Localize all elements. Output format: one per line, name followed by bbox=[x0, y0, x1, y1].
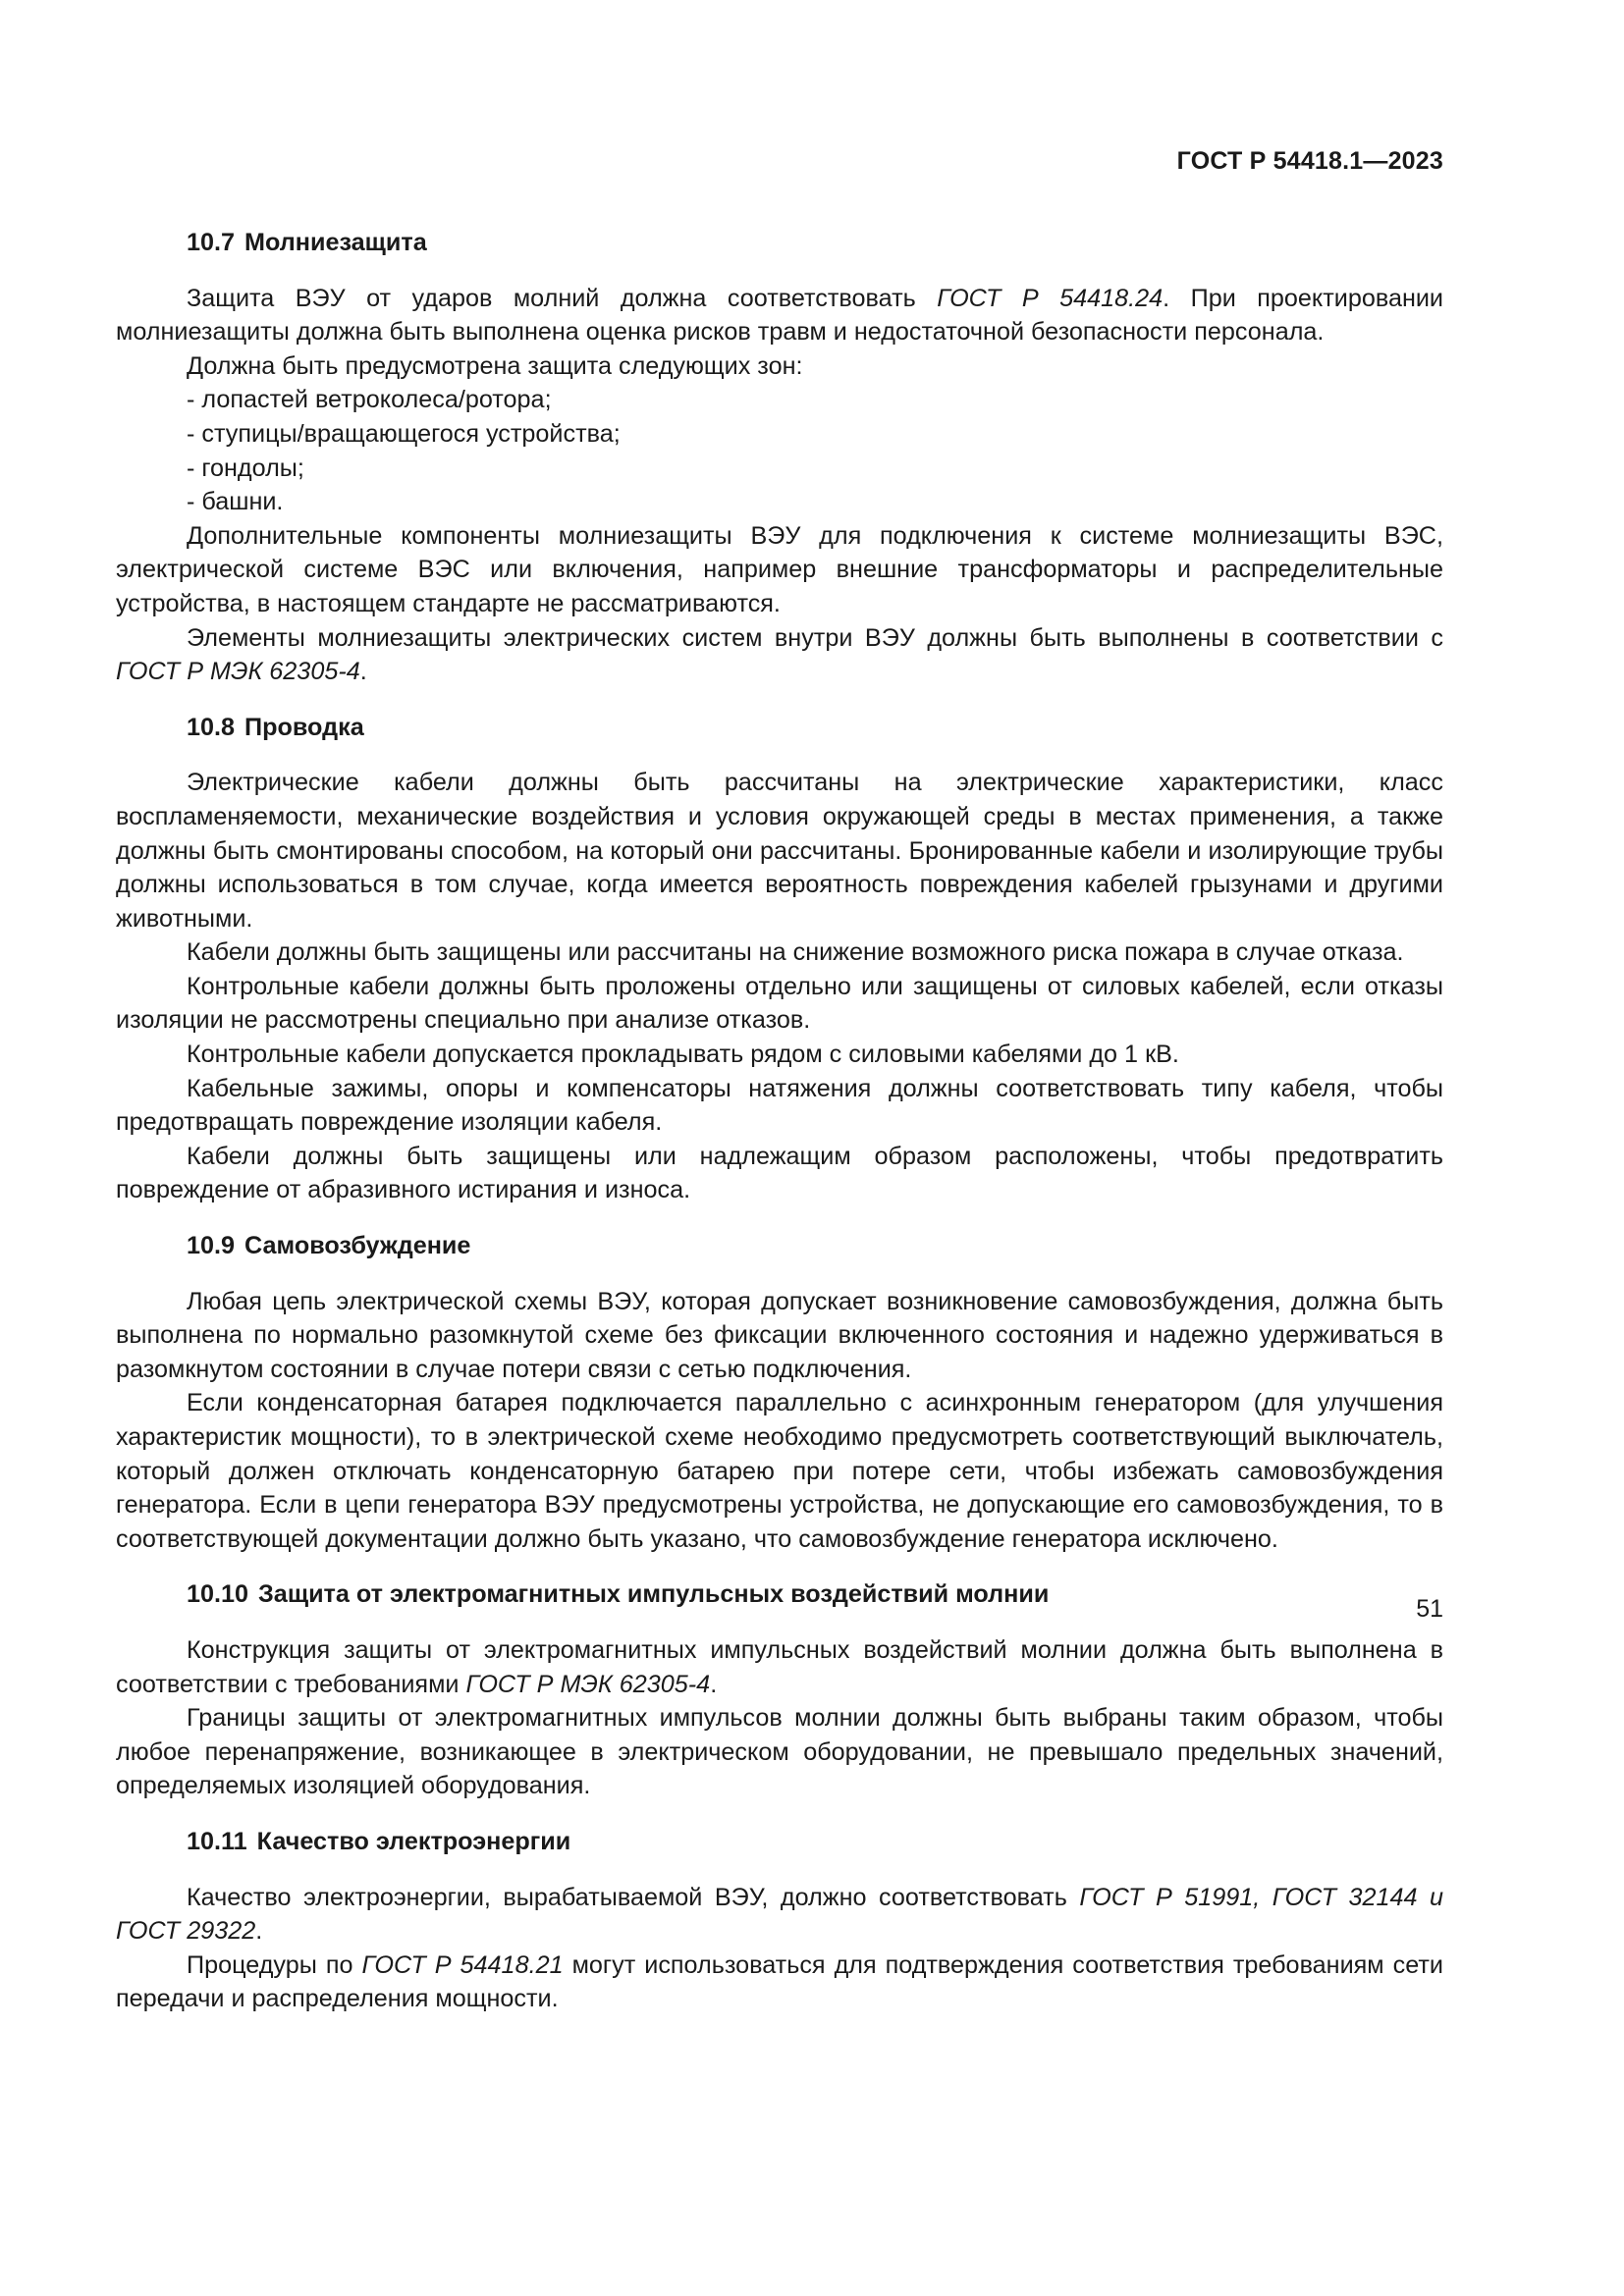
paragraph bbox=[116, 282, 1443, 349]
paragraph bbox=[116, 621, 1443, 689]
list-item: - ступицы/вращающегося устройства; bbox=[187, 419, 621, 448]
paragraph: Электрические кабели должны быть рассчитаны на электрические характеристики, класс воспламеняемости, механические воздействия и условия окружающей среды в местах применения, а также должны быть смонтированы способом, на который они рассчитаны. Бронированные кабели и изолирующие трубы должны использоваться в том случае, когда имеется вероятность повреждения кабелей грызунами и другими животными. bbox=[116, 769, 1443, 933]
text: . bbox=[255, 1917, 263, 1946]
standard-reference: ГОСТ Р 54418.24 bbox=[937, 284, 1164, 312]
text: . При проектировании молниезащиты должна быть выполнена оценка рисков травм и недостаточной безопасности персонала. bbox=[116, 284, 1444, 347]
standard-reference: ГОСТ Р МЭК 62305-4 bbox=[116, 658, 360, 686]
text: . bbox=[359, 658, 367, 686]
paragraph: Должна быть предусмотрена защита следующих зон: bbox=[187, 351, 803, 380]
section-heading-10-11 bbox=[116, 1825, 1443, 1859]
standard-reference: ГОСТ Р 51991, ГОСТ 32144 и ГОСТ 29322 bbox=[116, 1883, 1443, 1946]
text: Качество электроэнергии, вырабатываемой ВЭУ, должно соответствовать bbox=[187, 1883, 1080, 1911]
document-body bbox=[116, 226, 1443, 2016]
paragraph: Контрольные кабели допускается прокладывать рядом с силовыми кабелями до 1 кВ. bbox=[187, 1041, 1179, 1069]
section-number: 10.11 bbox=[187, 1827, 247, 1855]
text: могут использоваться для подтверждения соответствия требованиям сети передачи и распределения мощности. bbox=[116, 1950, 1443, 2013]
text: Процедуры по bbox=[187, 1950, 362, 1979]
text: Конструкция защиты от электромагнитных импульсных воздействий молнии должна быть выполнена в соответствии с требованиями bbox=[116, 1635, 1443, 1698]
paragraph bbox=[116, 1949, 1443, 2016]
paragraph: Кабели должны быть защищены или надлежащим образом расположены, чтобы предотвратить повреждение от абразивного истирания и износа. bbox=[116, 1142, 1443, 1204]
paragraph: Границы защиты от электромагнитных импульсов молнии должны быть выбраны таким образом, чтобы любое перенапряжение, возникающее в электрическом оборудовании, не превышало предельных значений, определяемых изоляцией оборудования. bbox=[116, 1704, 1443, 1800]
standard-reference: ГОСТ Р 54418.21 bbox=[361, 1950, 564, 1979]
list-item: - лопастей ветроколеса/ротора; bbox=[187, 386, 552, 414]
section-number: 10.9 bbox=[187, 1232, 236, 1260]
text: Защита ВЭУ от ударов молний должна соответствовать bbox=[187, 284, 938, 312]
section-heading-10-9 bbox=[116, 1229, 1443, 1263]
section-heading-10-7 bbox=[116, 226, 1443, 260]
section-heading-10-10 bbox=[116, 1577, 1443, 1612]
section-title: Молниезащита bbox=[244, 229, 427, 256]
section-number: 10.8 bbox=[187, 713, 236, 741]
section-title: Проводка bbox=[244, 713, 364, 741]
document-header: ГОСТ Р 54418.1—2023 bbox=[1176, 147, 1443, 175]
paragraph: Если конденсаторная батарея подключается параллельно с асинхронным генератором (для улучшения характеристик мощности), то в электрической схеме необходимо предусмотреть соответствующий выключатель, который должен отключать конденсаторную батарею при потере сети, чтобы избежать самовозбуждения генератора. Если в цепи генератора ВЭУ предусмотрены устройства, не допускающие его самовозбуждения, то в соответствующей документации должно быть указано, что самовозбуждение генератора исключено. bbox=[116, 1389, 1443, 1553]
section-title: Защита от электромагнитных импульсных воздействий молнии bbox=[258, 1580, 1050, 1609]
section-heading-10-8 bbox=[116, 711, 1443, 745]
paragraph bbox=[116, 1633, 1443, 1701]
paragraph: Кабели должны быть защищены или рассчитаны на снижение возможного риска пожара в случае отказа. bbox=[187, 938, 1404, 967]
paragraph bbox=[116, 1881, 1443, 1949]
paragraph: Контрольные кабели должны быть проложены отдельно или защищены от силовых кабелей, если отказы изоляции не рассмотрены специально при анализе отказов. bbox=[116, 972, 1443, 1035]
paragraph: Кабельные зажимы, опоры и компенсаторы натяжения должны соответствовать типу кабеля, чтобы предотвращать повреждение изоляции кабеля. bbox=[116, 1074, 1443, 1137]
page-number: 51 bbox=[1416, 1595, 1443, 1623]
section-title: Качество электроэнергии bbox=[256, 1827, 571, 1855]
text: . bbox=[710, 1670, 718, 1698]
standard-reference: ГОСТ Р МЭК 62305-4 bbox=[465, 1670, 711, 1698]
section-number: 10.10 bbox=[187, 1580, 249, 1609]
paragraph: Любая цепь электрической схемы ВЭУ, которая допускает возникновение самовозбуждения, должна быть выполнена по нормально разомкнутой схеме без фиксации включенного состояния и надежно удерживаться в разомкнутом состоянии в случае потери связи с сетью подключения. bbox=[116, 1287, 1443, 1383]
list-item: - гондолы; bbox=[187, 454, 304, 482]
list-item: - башни. bbox=[187, 488, 284, 516]
text: Элементы молниезащиты электрических систем внутри ВЭУ должны быть выполнены в соответствии с bbox=[187, 623, 1443, 652]
paragraph: Дополнительные компоненты молниезащиты ВЭУ для подключения к системе молниезащиты ВЭС, электрической системе ВЭС или включения, например внешние трансформаторы и распределительные устройства, в настоящем стандарте не рассматриваются. bbox=[116, 521, 1443, 617]
section-number: 10.7 bbox=[187, 229, 236, 256]
section-title: Самовозбуждение bbox=[244, 1232, 471, 1260]
document-page bbox=[116, 0, 1443, 2296]
